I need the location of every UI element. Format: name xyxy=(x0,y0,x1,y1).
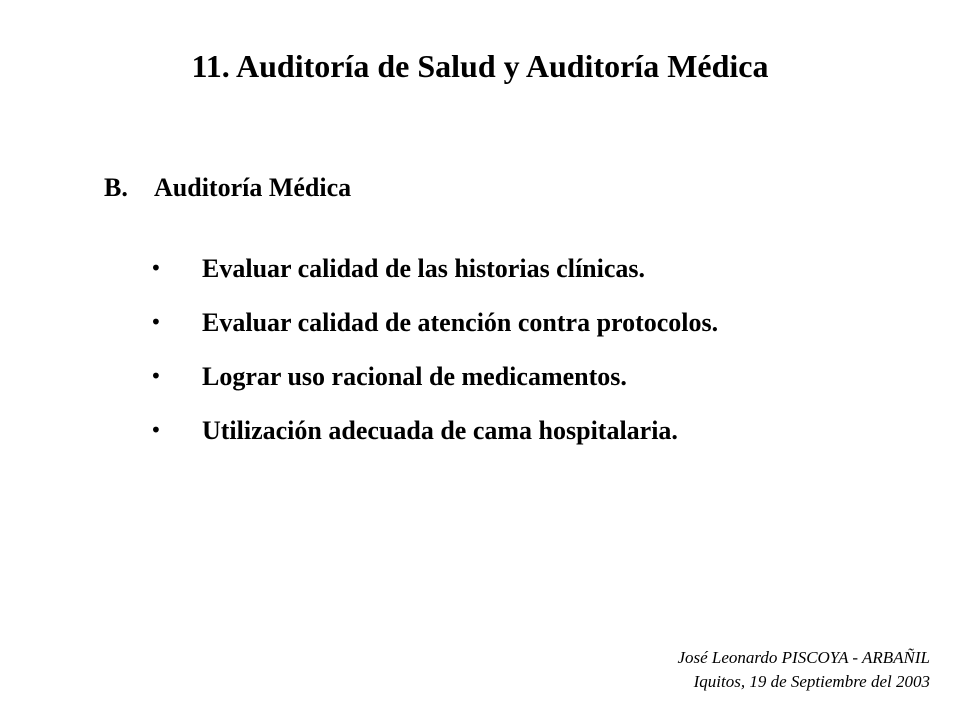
section-letter: B. xyxy=(104,173,128,202)
bullet-text: Evaluar calidad de atención contra protocolos. xyxy=(202,308,719,337)
footer-author: José Leonardo PISCOYA - ARBAÑIL xyxy=(677,648,930,667)
footer-place-date: Iquitos, 19 de Septiembre del 2003 xyxy=(693,672,930,691)
list-item xyxy=(150,250,718,286)
section-heading xyxy=(104,170,351,206)
list-item xyxy=(150,412,718,448)
bullet-text: Evaluar calidad de las historias clínicas. xyxy=(202,254,646,283)
bullet-list xyxy=(150,250,718,466)
bullet-icon: • xyxy=(150,256,162,280)
bullet-icon: • xyxy=(150,364,162,388)
list-item xyxy=(150,304,718,340)
bullet-icon: • xyxy=(150,310,162,334)
slide-title: 11. Auditoría de Salud y Auditoría Médica xyxy=(191,48,769,84)
list-item xyxy=(150,358,718,394)
footer xyxy=(677,646,930,694)
section-label: Auditoría Médica xyxy=(154,173,352,202)
bullet-icon: • xyxy=(150,418,162,442)
bullet-text: Lograr uso racional de medicamentos. xyxy=(202,362,627,391)
bullet-text: Utilización adecuada de cama hospitalaria. xyxy=(202,416,678,445)
